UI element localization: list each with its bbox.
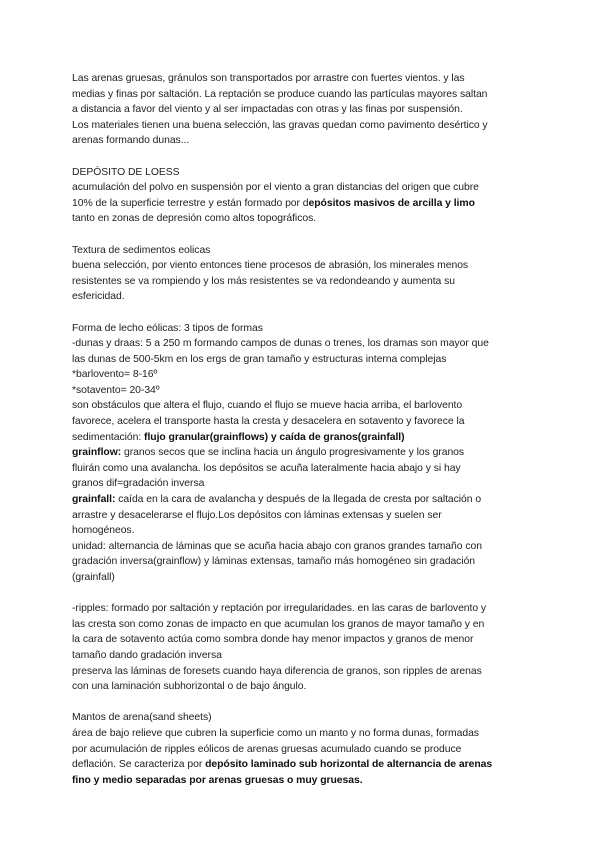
text-line <box>72 445 532 461</box>
formas-section <box>72 321 532 586</box>
text-span: deflación. Se caracteriza por <box>72 759 206 771</box>
mantos-section <box>72 710 532 788</box>
text-line: gradación inversa(grainflow) y láminas extensas, tamaño más homogéneo sin gradación <box>72 556 476 568</box>
bold-term-grainflow: grainflow: <box>72 447 122 459</box>
text-line: la cara de sotavento actúa como sombra donde hay menor impactos y granos de menor <box>72 634 474 646</box>
text-line: homogéneos. <box>72 525 135 537</box>
text-line: esfericidad. <box>72 291 125 303</box>
text-line: las cresta son como zonas de impacto en que acumulan los granos de mayor tamaño y en <box>72 618 485 630</box>
text-span: granos secos que se inclina hacia un ángulo progresivamente y los granos <box>121 447 465 459</box>
text-line: tanto en zonas de depresión como altos topográficos. <box>72 213 317 225</box>
text-line: unidad: alternancia de láminas que se acuña hacia abajo con granos grandes tamaño con <box>72 540 482 552</box>
bold-text: epósitos masivos de arcilla y limo <box>308 197 475 209</box>
text-line: favorece, acelera el transporte hasta la cresta y desacelera en sotavento y favorece la <box>72 416 465 428</box>
text-line: las dunas de 500-5km en los ergs de gran tamaño y estructuras interna complejas <box>72 353 447 365</box>
text-line: arenas formando dunas... <box>72 135 190 147</box>
text-span: 10% de la superficie terrestre y están formado por d <box>72 197 309 209</box>
intro-paragraph <box>72 71 532 149</box>
text-line: a distancia a favor del viento y al ser impactadas con otras y las finas por suspensión. <box>72 104 463 116</box>
text-line: fluirán como una avalancha. los depósitos se acuña lateralmente hacia abajo y si hay <box>72 462 461 474</box>
text-line <box>72 492 532 508</box>
section-heading-textura: Textura de sedimentos eolicas <box>72 244 211 256</box>
text-line: buena selección, por viento entonces tiene procesos de abrasión, los minerales menos <box>72 260 469 272</box>
text-line: acumulación del polvo en suspensión por el viento a gran distancias del origen que cubre <box>72 182 479 194</box>
text-line: *barlovento= 8-16º <box>72 369 158 381</box>
text-line: -ripples: formado por saltación y reptación por irregularidades. en las caras de barlovento y <box>72 603 487 615</box>
text-line: con una laminación subhorizontal o de bajo ángulo. <box>72 681 307 693</box>
section-heading-loess: DEPÓSITO DE LOESS <box>72 166 180 178</box>
document-page <box>72 71 532 788</box>
text-line: preserva las láminas de foresets cuando haya diferencia de granos, son ripples de arenas <box>72 665 482 677</box>
text-line: medias y finas por saltación. La reptación se produce cuando las partículas mayores saltan <box>72 88 488 100</box>
text-span: caída en la cara de avalancha y después de la llegada de cresta por saltación o <box>115 494 482 506</box>
text-line: área de bajo relieve que cubren la superficie como un manto y no forma dunas, formadas <box>72 727 479 739</box>
text-span: sedimentación: <box>72 431 145 443</box>
text-line <box>72 196 532 212</box>
text-line: Los materiales tienen una buena selección, las gravas quedan como pavimento desértico y <box>72 119 488 131</box>
text-line: granos dif=gradación inversa <box>72 478 205 490</box>
ripples-section <box>72 601 532 695</box>
textura-section <box>72 243 532 305</box>
bold-term-grainfall: grainfall: <box>72 494 116 506</box>
bold-text: fino y medio separadas por arenas gruesas o muy gruesas. <box>72 774 363 786</box>
text-line <box>72 430 532 446</box>
text-line: son obstáculos que altera el flujo, cuando el flujo se mueve hacia arriba, el barlovento <box>72 400 463 412</box>
text-line: resistentes se va rompiendo y los más resistentes se va redondeando y aumenta su <box>72 275 455 287</box>
text-line: *sotavento= 20-34º <box>72 384 160 396</box>
bold-text: flujo granular(grainflows) y caída de granos(grainfall) <box>144 431 405 443</box>
text-line: (grainfall) <box>72 572 115 583</box>
text-line: por acumulación de ripples eólicos de arenas gruesas acumulado cuando se produce <box>72 743 462 755</box>
section-heading-mantos: Mantos de arena(sand sheets) <box>72 712 212 724</box>
text-line: -dunas y draas: 5 a 250 m formando campos de dunas o trenes, los dramas son mayor que <box>72 338 489 350</box>
text-line: arrastre y desacelerarse el flujo.Los depósitos con láminas extensas y suelen ser <box>72 509 442 521</box>
loess-section <box>72 165 532 227</box>
section-heading-formas: Forma de lecho eólicas: 3 tipos de formas <box>72 322 263 334</box>
text-line: tamaño dando gradación inversa <box>72 649 222 661</box>
text-line <box>72 757 532 773</box>
bold-text: depósito laminado sub horizontal de alternancia de arenas <box>205 759 493 771</box>
text-line <box>72 773 532 789</box>
text-line: Las arenas gruesas, gránulos son transportados por arrastre con fuertes vientos. y las <box>72 73 465 84</box>
